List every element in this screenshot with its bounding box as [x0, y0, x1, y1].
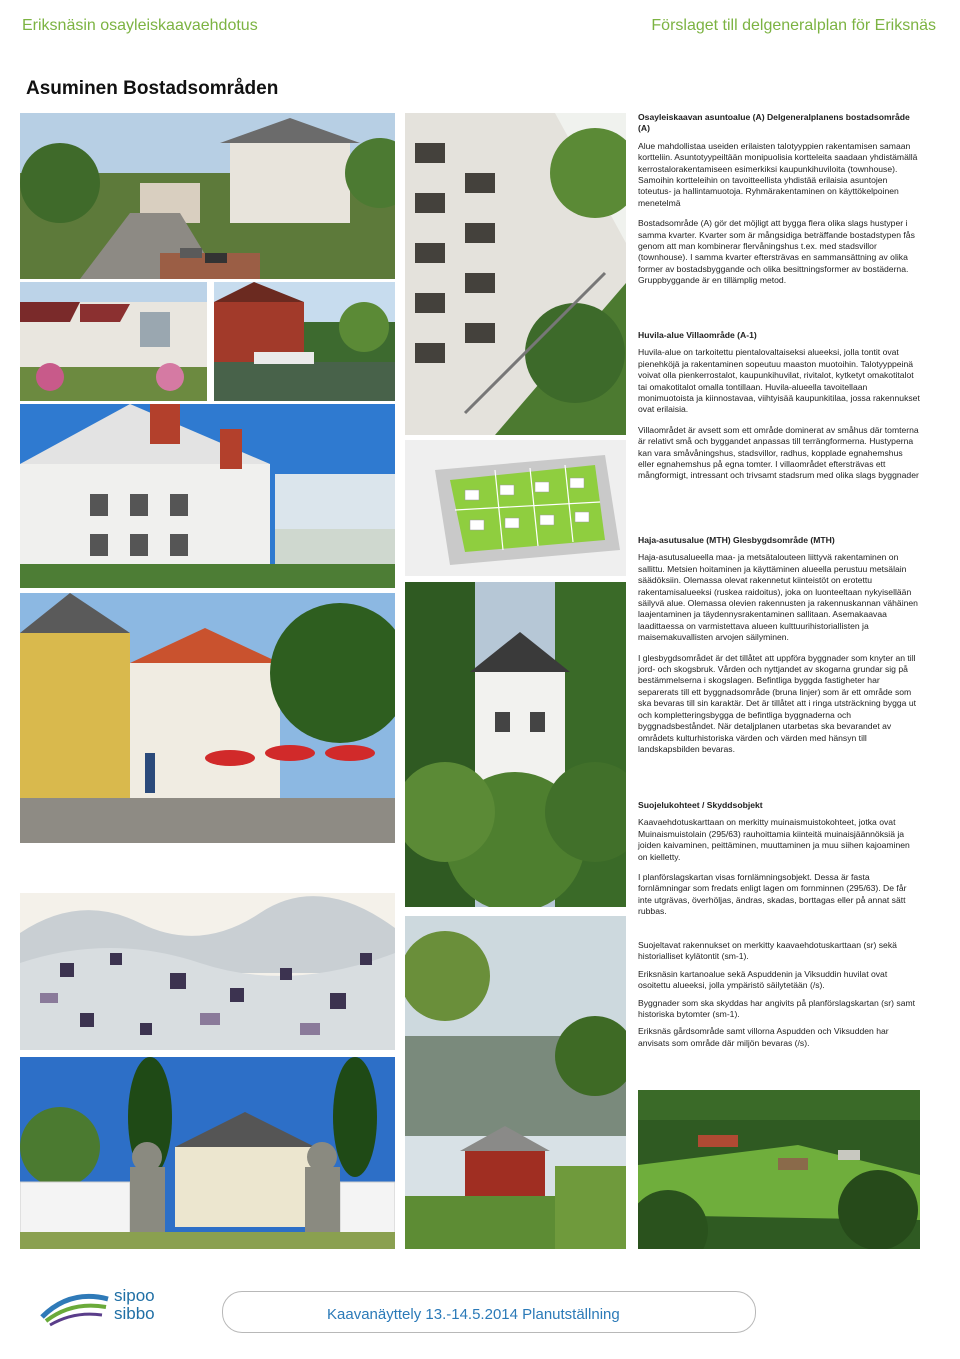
- photo-site-plan: [405, 440, 626, 576]
- photo-red-house-water: [214, 282, 395, 401]
- section-huvila: [638, 330, 920, 488]
- section-suojelu-sv: I planförslagskartan visas fornlämningsobjekt. Dessa är fasta fornlämningar som fredats enligt lagen om fornminnen (295/63). De får inte utgrävas, överhöljas, ändras, skadas, borttagas eller på annat sätt rubbas.: [638, 872, 907, 917]
- photo-white-houses: [20, 404, 395, 588]
- section-suojeltavat-p4: Eriksnäs gårdsområde samt villorna Aspudden och Viksudden har anvisats som område där miljön bevaras (/s).: [638, 1026, 889, 1048]
- section-haja-heading: Haja-asutusalue (MTH) Glesbygdsområde (MTH): [638, 535, 835, 545]
- section-asunto-heading-cont: (A): [638, 123, 650, 134]
- section-suojelu-fi: Kaavaehdotuskarttaan on merkitty muinaismuistokohteet, jotka ovat Muinaismuistolain (295/63) rauhoittamia kiinteitä muinaisjäännöksiä ja joiden kaivaminen, peittäminen, muuttaminen ja muu siihen kajoaminen on kielletty.: [638, 817, 910, 862]
- photo-farmland-aerial: [638, 1090, 920, 1249]
- section-asunto-sv: Bostadsområde (A) gör det möjligt att bygga flera olika slags hustyper i samma kvarter. Kvarter som är mångsidiga beträffande bostadstypen fås genom att man kombinerar flervåningshus t.ex. med stadsvillor (townhouse). I samma kvarter eftersträvas en sammansättning av olika former av bostadsbyggande och olika besittningsformer av bostäderna. Gruppbyggande är en tillämplig metod.: [638, 218, 915, 286]
- photo-market-street: [20, 593, 395, 843]
- section-huvila-sv: Villaområdet är avsett som ett område dominerat av småhus där tomterna är relativt små och byggandet anpassas till terrängformerna. Hustyperna kan vara småvåningshus, stadsvillor, radhus, kopplade egnahemshus eller egnahemshus på egna tomter. I villaområdet eftersträvas ett mångformigt, intressant och trivsamt stadsrum med olika slags byggnader: [638, 424, 919, 481]
- section-haja: [638, 535, 920, 761]
- page-title: Asuminen Bostadsområden: [26, 78, 279, 99]
- header-right-title: Förslaget till delgeneralplan för Eriksnäs: [651, 17, 936, 34]
- photo-lake-cottage: [405, 916, 626, 1249]
- photo-street-villas: [20, 113, 395, 279]
- logo-text-sibbo: sibbo: [114, 1304, 155, 1323]
- section-huvila-heading: Huvila-alue Villaområde (A-1): [638, 330, 757, 340]
- section-asunto-fi: Alue mahdollistaa useiden erilaisten talotyyppien rakentamisen samaan kortteliin. Asuntotyypeiltään monipuolisia kortteleita saadaan yhdistämällä kerrostalorakentamiseen esimerkiksi kaupunkihuviloita (townhouse). Samoihin kortteleihin on tavoitteellista yhdistää erilaisia asuntojen toteutus- ja hallintamuotoja. Ryhmärakentaminen on käyttökelpoinen menetelmä: [638, 140, 918, 208]
- section-haja-sv: I glesbygdsområdet är det tillåtet att uppföra byggnader som knyter an till jord- och skogsbruk. Vården och nyttjandet av skogarna grundar sig på bestämmelserna i skogslagen. Befintliga byggda fastigheter har separerats till ett byggnadsområde (bruna linjer) som är ett område som ska bevaras till sin karaktär. Det är tillåtet att i ringa utsträckning bygga ut och kompletteringsbygga de befintliga byggnaderna och byggnadsbeståndet. När detaljplanen utarbetas ska bevarandet av områdets kulturhistoriska värden och värden med hänsyn till landskapsbilden bevaras.: [638, 652, 916, 754]
- photo-manor-gate: [20, 1057, 395, 1249]
- section-suojelu-heading: Suojelukohteet / Skyddsobjekt: [638, 800, 763, 810]
- section-suojeltavat: [638, 940, 920, 1055]
- header-left-title: Eriksnäsin osayleiskaavaehdotus: [22, 17, 258, 34]
- photo-awnings-building: [20, 282, 207, 401]
- section-suojeltavat-p3: Byggnader som ska skyddas har angivits på planförslagskartan (sr) samt historiska bytomter (sm-1).: [638, 997, 916, 1020]
- section-suojelu: [638, 800, 920, 924]
- section-suojeltavat-p2: Eriksnäsin kartanoalue sekä Aspuddenin ja Viksuddin huvilat ovat osoitettu alueeksi, jolla ympäristö säilytetään (/s).: [638, 968, 888, 991]
- section-haja-fi: Haja-asutusalueella maa- ja metsätalouteen liittyvä rakentaminen on sallittu. Metsien hoitaminen ja käyttäminen alueella perustuu metsälain säädöksiin. Olemassa olevat rakennetut kiinteistöt on erotettu rakentamisalueeksi (ruskea raidoitus), joka on luonteeltaan nykyisellään säilyvä alue. Olemassa olevien rakennusten ja rakennuskannan vähäinen laajentaminen ja täydennysrakentaminen sallitaan. Asemakaavaa laadittaessa on varmistettava alueen kulttuurihistoriallisten ja maisemakuvallisten arvojen säilyminen.: [638, 552, 918, 643]
- section-asunto: [638, 112, 920, 293]
- section-asunto-heading: Osayleiskaavan asuntoalue (A) Delgeneralplanens bostadsområde: [638, 112, 910, 122]
- photo-painting: [20, 893, 395, 1050]
- section-huvila-fi: Huvila-alue on tarkoitettu pientalovaltaiseksi alueeksi, jolla tontit ovat pienehköjä ja rakentaminen sopeutuu maaston muotoihin. Talotyyppeinä voivat olla pienkerrostalot, kaupunkihuvilat, rivitalot, kytketyt omakotitalot tai omakotitalot omalla tontillaan. Huvila-alueella tavoitellaan monimuotoista ja kiinnostavaa, viihtyisää kaupunkitilaa, jossa rakennukset ovat erilaisia.: [638, 347, 920, 415]
- photo-terraced-apartments: [405, 113, 626, 435]
- footer-text: Kaavanäyttely 13.-14.5.2014 Planutställning: [327, 1306, 620, 1323]
- logo-text-sipoo: sipoo: [114, 1286, 155, 1305]
- section-suojeltavat-p1: Suojeltavat rakennukset on merkitty kaavaehdotuskarttaan (sr) sekä historialliset kylätontit (sm-1).: [638, 940, 897, 962]
- photo-villa-trees: [405, 582, 626, 907]
